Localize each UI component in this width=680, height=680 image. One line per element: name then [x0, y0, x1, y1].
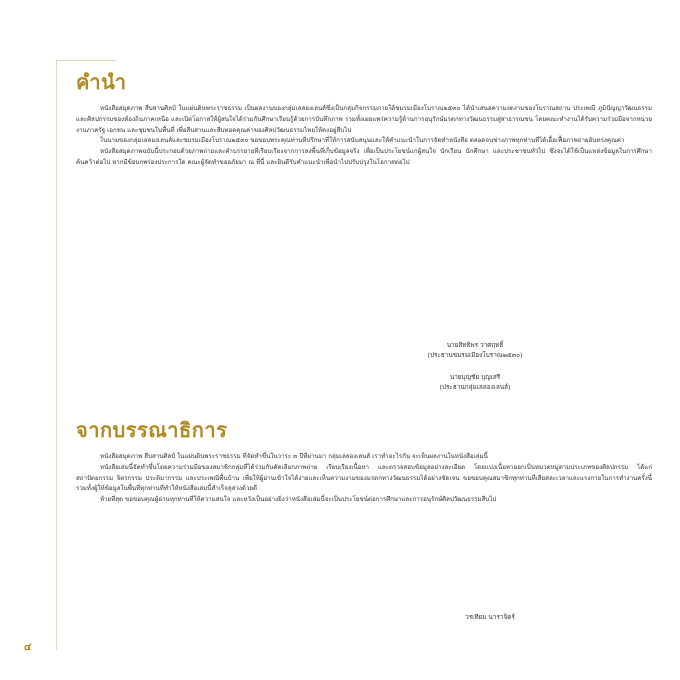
editorial-paragraph-2: หนังสือเล่มนี้จัดทำขึ้นโดยความร่วมมือของสมาชิกกลุ่มที่ได้ร่วมกันคัดเลือกภาพถ่าย เรียบเรียงเนื้อหา และตรวจสอบข้อมูลอย่างละเอียด โดยแบ่งเนื้อหาออกเป็นหมวดหมู่ตามประเภทของศิลปกรรม ได้แก่ สถาปัตยกรรม จิตรกรรม ประติมากรรม และประเพณีพื้นบ้าน เพื่อให้ผู้อ่านเข้าใจได้ง่ายและเห็นความงามของมรดกทางวัฒนธรรมได้อย่างชัดเจน ขอขอบคุณสมาชิกทุกท่านที่เสียสละเวลาและแรงกายในการทำงานครั้งนี้ รวมทั้งผู้ให้ข้อมูลในพื้นที่ทุกท่านที่ทำให้หนังสือเล่มนี้สำเร็จลุล่วงด้วยดี [76, 463, 652, 493]
foreword-paragraph-1: หนังสือสมุดภาพ สืบสานศิลป์ ในแผ่นดินพระราชธรรม เป็นผลงานของกลุ่มเลลองเลนส์ซึ่งเป็นกลุ่มกิจกรรมภายใต้ชมรมเมืองโบราณ๒๕๓๐ ได้นำเสนอความงดงามของโบราณสถาน ประเพณี ภูมิปัญญาวัฒนธรรมและศิลปกรรมของท้องถิ่นภาคเหนือ และเปิดโอกาสให้ผู้สนใจได้ร่วมกันศึกษาเรียนรู้ด้วยการบันทึกภาพ รวมทั้งเผยแพร่ความรู้ด้านการอนุรักษ์มรดกทางวัฒนธรรมสู่สาธารณชน โดยคณะทำงานได้รับความร่วมมือจากหน่วยงานภาครัฐ เอกชน และชุมชนในพื้นที่ เพื่อสืบสานและสืบทอดคุณค่าของศิลปวัฒนธรรมไทยให้คงอยู่สืบไป [76, 105, 652, 134]
foreword-signature-2 [400, 372, 550, 392]
foreword-paragraph-2: ในนามของกลุ่มเลลองเลนส์และชมรมเมืองโบราณ๒๕๓๐ ขอขอบพระคุณท่านที่ปรึกษาที่ให้การสนับสนุนและให้คำแนะนำในการจัดทำหนังสือ ตลอดจนช่างภาพทุกท่านที่ได้เอื้อเฟื้อภาพถ่ายอันทรงคุณค่า [100, 137, 625, 145]
frame-rule-horizontal [56, 60, 116, 61]
signature-name: นายบุญชัย บุญเสรี [449, 373, 501, 381]
foreword-heading: คำนำ [76, 70, 127, 94]
signature-name: นายสิทธิพร วาศฤทธิ์ [446, 341, 504, 349]
frame-rule-vertical [56, 60, 57, 650]
foreword-section [76, 66, 652, 169]
editorial-paragraph-1: หนังสือสมุดภาพ สืบสานศิลป์ ในแผ่นดินพระราชธรรม ที่จัดทำขึ้นในวาระ ๓ ปีที่ผ่านมา กลุ่มเลลองเลนส์ เราทำอะไรกัน จะเห็นผลงานในหนังสือเล่มนี้ [100, 453, 488, 460]
signature-role: (ประธานชมรมเมืองโบราณ๒๕๓๐) [427, 351, 523, 359]
page-number: ๔ [24, 642, 32, 653]
foreword-paragraph-3: หนังสือสมุดภาพฉบับนี้ประกอบด้วยภาพถ่ายและคำบรรยายที่เรียบเรียงจากการลงพื้นที่เก็บข้อมูลจริง เพื่อเป็นประโยชน์แก่ผู้สนใจ นักเรียน นักศึกษา และประชาชนทั่วไป ซึ่งจะได้ใช้เป็นแหล่งข้อมูลในการศึกษาค้นคว้าต่อไป หากมีข้อบกพร่องประการใด คณะผู้จัดทำขออภัยมา ณ ที่นี้ และยินดีรับคำแนะนำเพื่อนำไปปรับปรุงในโอกาสต่อไป [76, 148, 652, 166]
editorial-heading: จากบรรณาธิการ [76, 418, 228, 442]
signature-role: (ประธานกลุ่มเลลองเลนส์) [439, 383, 511, 391]
signature-name: วรเทียม นาราจิตร์ [465, 613, 515, 621]
editorial-section [76, 414, 652, 506]
foreword-signature-1 [400, 340, 550, 360]
editorial-signature [420, 612, 560, 622]
editorial-paragraph-3: ท้ายที่สุด ขอขอบคุณผู้อ่านทุกท่านที่ให้ความสนใจ และหวังเป็นอย่างยิ่งว่าหนังสือเล่มนี้จะเป็นประโยชน์ต่อการศึกษาและการอนุรักษ์ศิลปวัฒนธรรมสืบไป [100, 496, 497, 504]
